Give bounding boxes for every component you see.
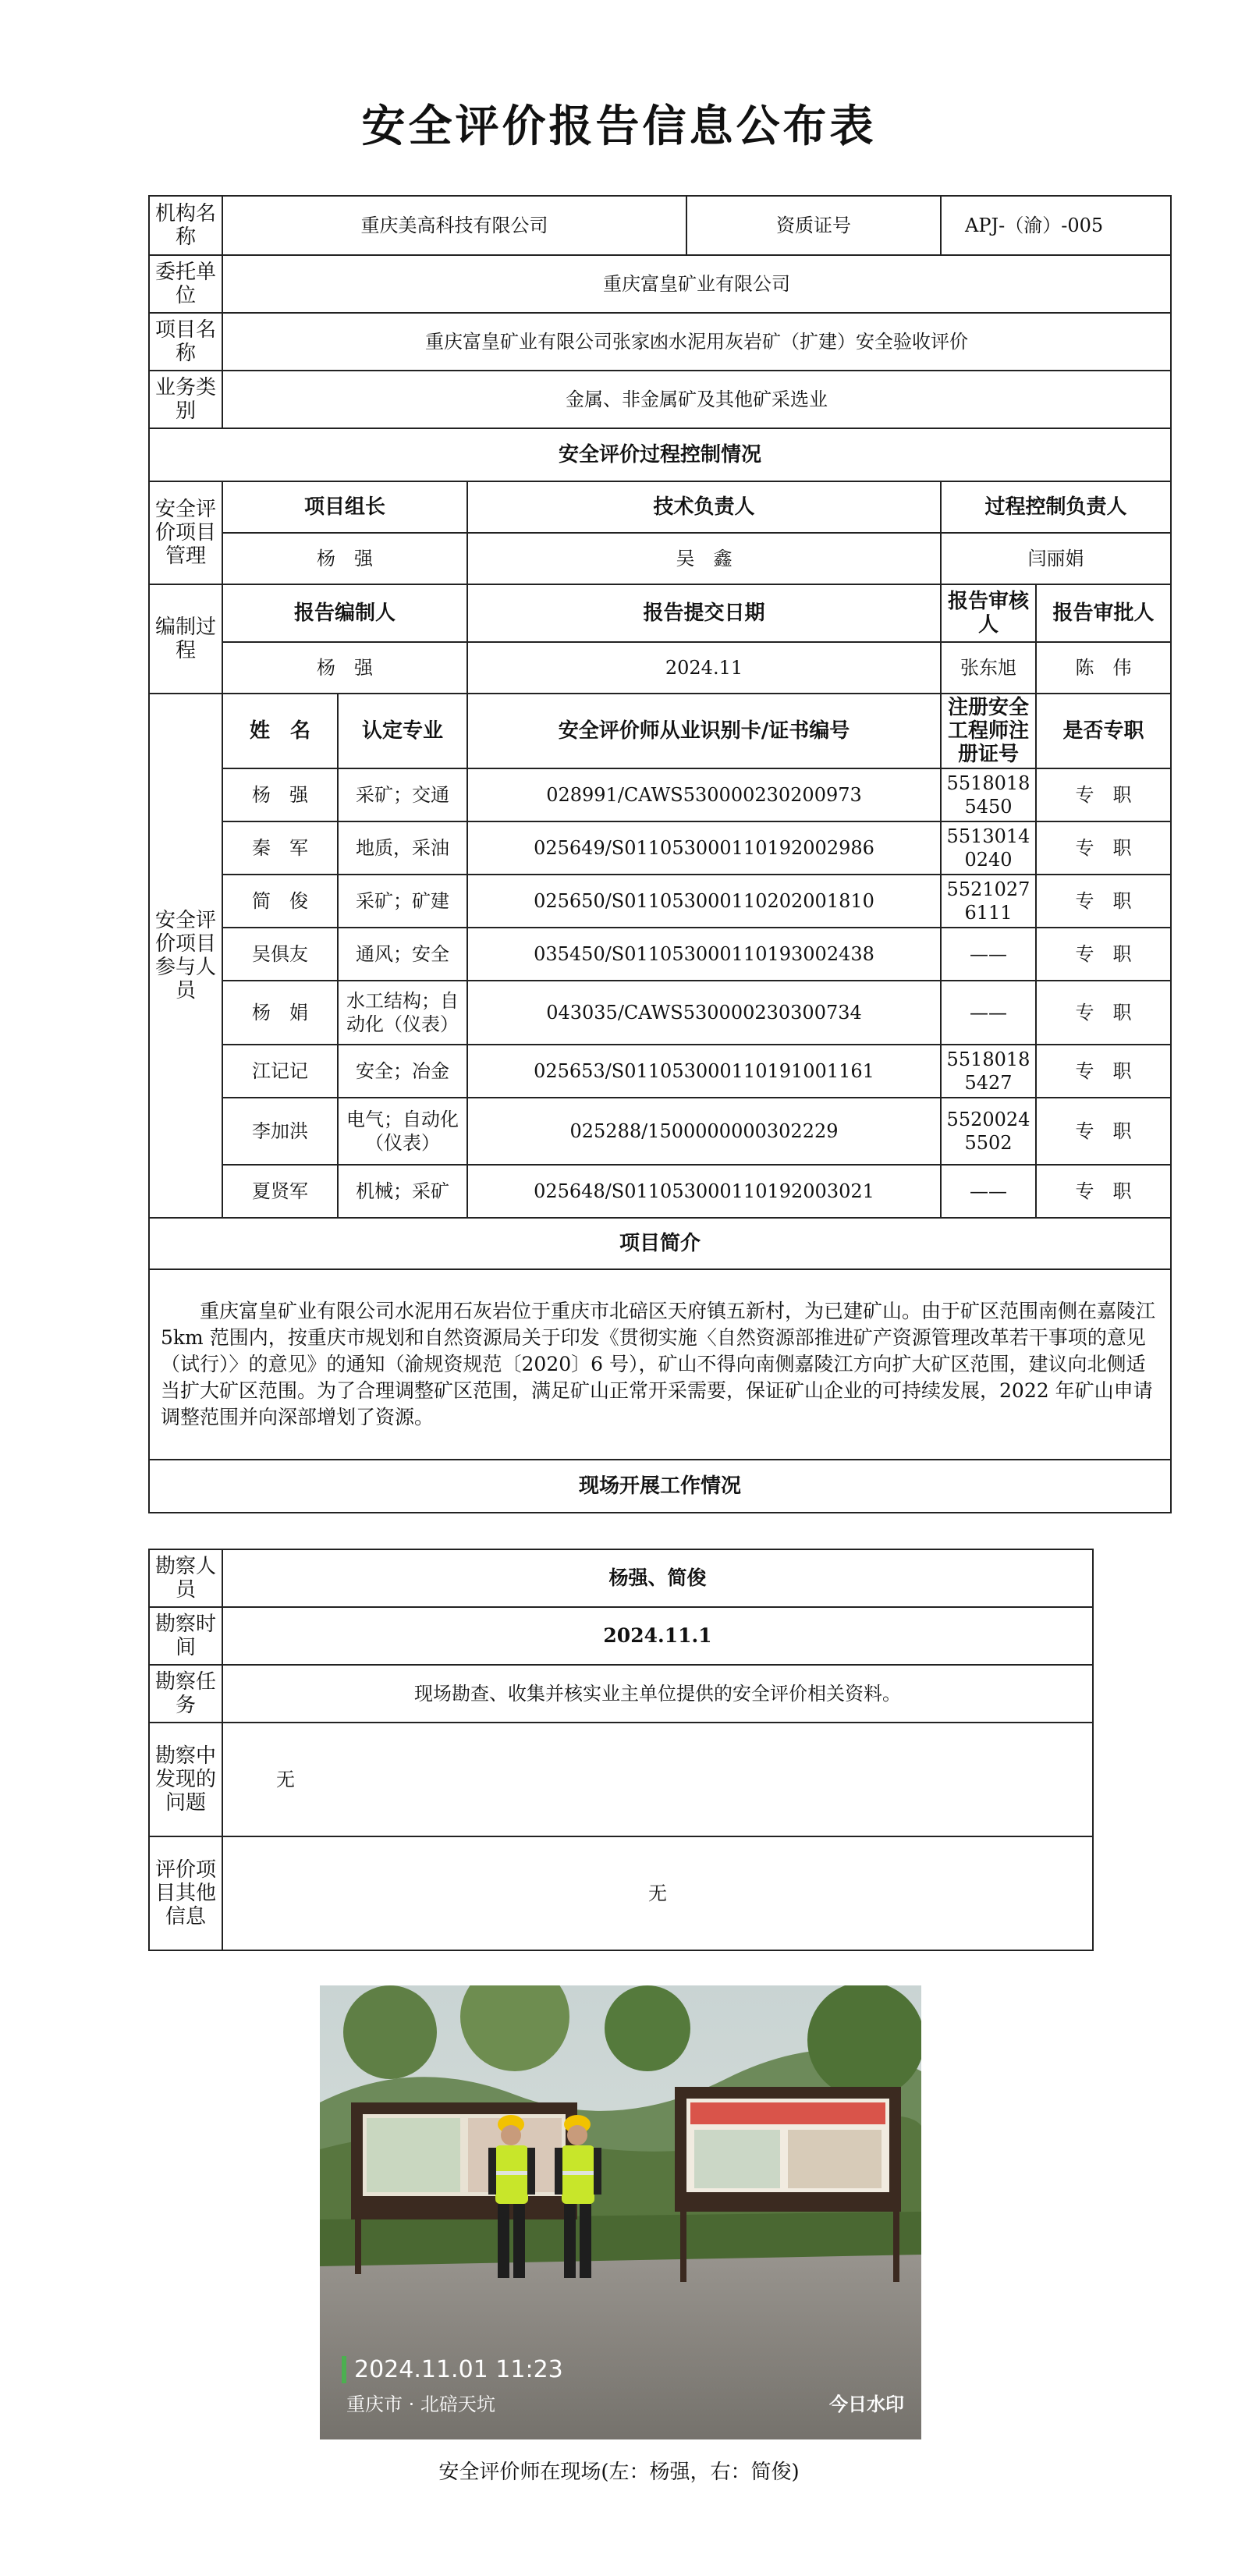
participant-fulltime: 专 职 bbox=[1036, 1165, 1171, 1218]
participant-card: 025650/S011053000110202001810 bbox=[467, 875, 941, 928]
mgmt-header-tech: 技术负责人 bbox=[467, 481, 941, 533]
participant-major: 采矿；交通 bbox=[338, 768, 467, 821]
survey-task-label: 勘察任务 bbox=[149, 1665, 222, 1723]
client-value: 重庆富皇矿业有限公司 bbox=[222, 255, 1171, 313]
compile-author: 杨 强 bbox=[222, 642, 467, 694]
participant-reg: 55210276111 bbox=[941, 875, 1036, 928]
compile-label: 编制过程 bbox=[149, 584, 222, 694]
participant-reg: 55180185427 bbox=[941, 1045, 1036, 1098]
participant-name: 杨 娟 bbox=[222, 981, 338, 1045]
participant-major: 水工结构；自动化（仪表） bbox=[338, 981, 467, 1045]
mgmt-header-leader: 项目组长 bbox=[222, 481, 467, 533]
participant-reg: 55200245502 bbox=[941, 1098, 1036, 1165]
participant-card: 035450/S011053000110193002438 bbox=[467, 928, 941, 981]
photo-location: 重庆市 · 北碚天坑 bbox=[346, 2393, 495, 2415]
participants-header-fulltime: 是否专职 bbox=[1036, 694, 1171, 768]
compile-header-author: 报告编制人 bbox=[222, 584, 467, 642]
survey-task-value: 现场勘查、收集并核实业主单位提供的安全评价相关资料。 bbox=[222, 1665, 1093, 1723]
participant-name: 江记记 bbox=[222, 1045, 338, 1098]
table-row bbox=[149, 1045, 1171, 1098]
participant-card: 028991/CAWS530000230200973 bbox=[467, 768, 941, 821]
management-label: 安全评价项目管理 bbox=[149, 481, 222, 584]
participant-major: 机械；采矿 bbox=[338, 1165, 467, 1218]
participant-fulltime: 专 职 bbox=[1036, 1045, 1171, 1098]
table-row bbox=[149, 928, 1171, 981]
table-row bbox=[149, 981, 1171, 1045]
survey-time-label: 勘察时间 bbox=[149, 1607, 222, 1665]
intro-text: 重庆富皇矿业有限公司水泥用石灰岩位于重庆市北碚区天府镇五新村，为已建矿山。由于矿区范围南侧在嘉陵江 5km 范围内，按重庆市规划和自然资源局关于印发《贯彻实施〈自然资源部推进矿产资源管理改革若干事项的意见（试行）〉的意见》的通知（渝规资规范〔2020〕6 号），矿山不得向南侧嘉陵江方向扩大矿区范围，建议向北侧适当扩大矿区范围。为了合理调整矿区范围，满足矿山正常开采需要，保证矿山企业的可持续发展，2022 年矿山申请调整范围并向深部增划了资源。 bbox=[149, 1269, 1171, 1460]
table-row bbox=[149, 768, 1171, 821]
participant-name: 吴俱友 bbox=[222, 928, 338, 981]
participants-header-name: 姓 名 bbox=[222, 694, 338, 768]
site-photo bbox=[320, 1985, 921, 2439]
table-row bbox=[149, 875, 1171, 928]
participant-major: 电气；自动化（仪表） bbox=[338, 1098, 467, 1165]
participant-major: 安全；冶金 bbox=[338, 1045, 467, 1098]
compile-header-approver: 报告审批人 bbox=[1036, 584, 1171, 642]
participant-major: 通风；安全 bbox=[338, 928, 467, 981]
process-section-heading: 安全评价过程控制情况 bbox=[149, 428, 1171, 481]
participant-card: 025649/S011053000110192002986 bbox=[467, 821, 941, 875]
table-row bbox=[149, 1165, 1171, 1218]
info-table bbox=[148, 195, 1172, 1513]
survey-time-value: 2024.11.1 bbox=[222, 1607, 1093, 1665]
participant-fulltime: 专 职 bbox=[1036, 1098, 1171, 1165]
participants-header-reg: 注册安全工程师注册证号 bbox=[941, 694, 1036, 768]
survey-other-value: 无 bbox=[222, 1836, 1093, 1950]
participant-reg: —— bbox=[941, 981, 1036, 1045]
participant-card: 043035/CAWS530000230300734 bbox=[467, 981, 941, 1045]
project-value: 重庆富皇矿业有限公司张家凼水泥用灰岩矿（扩建）安全验收评价 bbox=[222, 313, 1171, 371]
participant-card: 025648/S011053000110192003021 bbox=[467, 1165, 941, 1218]
mgmt-tech: 吴 鑫 bbox=[467, 533, 941, 584]
participant-major: 地质，采油 bbox=[338, 821, 467, 875]
participant-reg: 55180185450 bbox=[941, 768, 1036, 821]
client-label: 委托单位 bbox=[149, 255, 222, 313]
intro-section-heading: 项目简介 bbox=[149, 1218, 1171, 1269]
business-label: 业务类别 bbox=[149, 371, 222, 428]
participant-name: 秦 军 bbox=[222, 821, 338, 875]
business-value: 金属、非金属矿及其他矿采选业 bbox=[222, 371, 1171, 428]
participants-header-major: 认定专业 bbox=[338, 694, 467, 768]
survey-found-value: 无 bbox=[222, 1723, 1093, 1836]
survey-people-value: 杨强、简俊 bbox=[222, 1549, 1093, 1607]
participant-name: 李加洪 bbox=[222, 1098, 338, 1165]
participant-name: 杨 强 bbox=[222, 768, 338, 821]
mgmt-header-control: 过程控制负责人 bbox=[941, 481, 1171, 533]
survey-table bbox=[148, 1549, 1094, 1951]
participant-fulltime: 专 职 bbox=[1036, 875, 1171, 928]
mgmt-control: 闫丽娟 bbox=[941, 533, 1171, 584]
compile-reviewer: 张东旭 bbox=[941, 642, 1036, 694]
photo-timestamp: 2024.11.01 11:23 bbox=[342, 2356, 563, 2383]
photo-caption: 安全评价师在现场(左：杨强，右：简俊) bbox=[438, 2461, 800, 2484]
page-title: 安全评价报告信息公布表 bbox=[361, 101, 877, 152]
compile-header-date: 报告提交日期 bbox=[467, 584, 941, 642]
participant-card: 025288/1500000000302229 bbox=[467, 1098, 941, 1165]
org-name-label: 机构名称 bbox=[149, 196, 222, 255]
cert-value: APJ-（渝）-005 bbox=[941, 196, 1171, 255]
compile-approver: 陈 伟 bbox=[1036, 642, 1171, 694]
org-name-value: 重庆美高科技有限公司 bbox=[222, 196, 686, 255]
participant-reg: 55130140240 bbox=[941, 821, 1036, 875]
participants-header-card: 安全评价师从业识别卡/证书编号 bbox=[467, 694, 941, 768]
survey-other-label: 评价项目其他信息 bbox=[149, 1836, 222, 1950]
survey-found-label: 勘察中发现的问题 bbox=[149, 1723, 222, 1836]
participants-label: 安全评价项目参与人员 bbox=[149, 694, 222, 1218]
participant-card: 025653/S011053000110191001161 bbox=[467, 1045, 941, 1098]
field-section-heading: 现场开展工作情况 bbox=[149, 1460, 1171, 1513]
participant-major: 采矿；矿建 bbox=[338, 875, 467, 928]
participant-name: 夏贤军 bbox=[222, 1165, 338, 1218]
participant-fulltime: 专 职 bbox=[1036, 768, 1171, 821]
table-row bbox=[149, 821, 1171, 875]
participant-reg: —— bbox=[941, 1165, 1036, 1218]
mgmt-leader: 杨 强 bbox=[222, 533, 467, 584]
participant-name: 简 俊 bbox=[222, 875, 338, 928]
participant-fulltime: 专 职 bbox=[1036, 981, 1171, 1045]
compile-date: 2024.11 bbox=[467, 642, 941, 694]
watermark-logo: 今日水印 bbox=[829, 2393, 904, 2415]
compile-header-reviewer: 报告审核人 bbox=[941, 584, 1036, 642]
participant-fulltime: 专 职 bbox=[1036, 821, 1171, 875]
participant-reg: —— bbox=[941, 928, 1036, 981]
cert-label: 资质证号 bbox=[686, 196, 941, 255]
participant-fulltime: 专 职 bbox=[1036, 928, 1171, 981]
survey-people-label: 勘察人员 bbox=[149, 1549, 222, 1607]
project-label: 项目名称 bbox=[149, 313, 222, 371]
table-row bbox=[149, 1098, 1171, 1165]
